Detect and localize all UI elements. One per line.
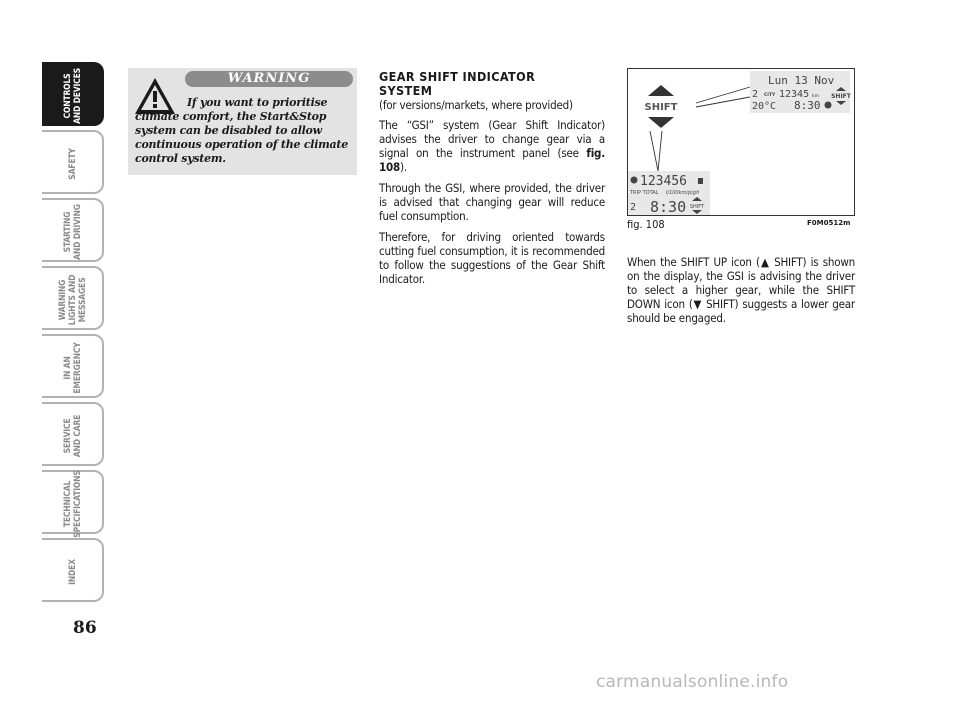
heading-line-1: GEAR SHIFT INDICATOR [379, 69, 536, 84]
display-odometer-bottom: 123456 [640, 174, 687, 189]
tab-label: TECHNICAL SPECIFICATIONS [63, 470, 83, 538]
tab-in-an-emergency[interactable] [42, 334, 104, 398]
fuel-icon [698, 178, 703, 184]
tab-index[interactable] [42, 538, 104, 602]
display-shift-small: SHIFT [831, 93, 851, 100]
tab-controls-and-devices[interactable] [42, 62, 104, 126]
tab-label: SERVICE AND CARE [63, 414, 83, 458]
display-consumption-unit: l/100km/p/gh [666, 190, 700, 196]
tab-service-and-care[interactable] [42, 402, 104, 466]
display-trip-label: TRIP TOTAL [630, 190, 659, 196]
trip-icon [631, 177, 638, 184]
section-subtitle: (for versions/markets, where provided) [379, 98, 573, 112]
clock-icon [825, 102, 832, 109]
instrument-display-illustration [628, 69, 854, 215]
main-column [379, 70, 605, 293]
display-date: Lun 13 Nov [768, 74, 835, 87]
callout-line-bottom [650, 131, 662, 171]
display-shift-bottom: SHIFT [689, 204, 705, 210]
tab-label: SAFETY [68, 148, 78, 180]
figure-reference[interactable]: fig. 108 [379, 146, 605, 174]
tab-label: IN AN EMERGENCY [63, 342, 83, 394]
figure-description: When the SHIFT UP icon (▲ SHIFT) is shown on the display, the GSI is advising the driver to select a higher gear, while the SHIFT DOWN icon (▼ SHIFT) suggests a lower gear should be engaged. [627, 255, 855, 325]
page-number: 86 [73, 618, 97, 638]
display-temperature: 20°C [752, 101, 777, 112]
tab-technical-specifications[interactable] [42, 470, 104, 538]
warning-title: WARNING [185, 71, 353, 87]
paragraph-2: Through the GSI, where provided, the driver is advised that changing gear will reduce fuel consumption. [379, 181, 605, 223]
watermark: carmanualsonline.info [596, 672, 789, 692]
paragraph-1-end: ). [400, 160, 407, 174]
paragraph-3: Therefore, for driving oriented towards cutting fuel consumption, it is recommended to follow the suggestions of the Gear Shift Indicator. [379, 230, 605, 286]
display-time-bottom: 8:30 [650, 198, 687, 215]
shift-down-arrow-icon [648, 117, 674, 128]
callout-line-top [696, 87, 750, 107]
tab-label: WARNING LIGHTS AND MESSAGES [58, 274, 88, 326]
paragraph-1 [379, 118, 605, 174]
paragraph-1-text: The “GSI” system (Gear Shift Indicator) advises the driver to change gear via a signal on the instrument panel (see [379, 118, 605, 160]
display-odometer-top: 12345 [779, 89, 810, 100]
heading-line-2: SYSTEM [379, 83, 433, 98]
tab-label: CONTROLS AND DEVICES [63, 68, 83, 124]
shift-up-arrow-icon [648, 85, 674, 96]
warning-box [128, 68, 357, 175]
section-heading [379, 70, 605, 98]
display-gear-top: 2 [752, 89, 759, 100]
warning-text: If you want to prioritise climate comfort, the Start&Stop system can be disabled to allow continuous operation of the climate control system. [135, 96, 348, 165]
tab-safety[interactable] [42, 130, 104, 194]
shift-label: SHIFT [644, 102, 678, 113]
tab-label: INDEX [68, 559, 78, 585]
display-city-label: CITY [764, 93, 776, 98]
figure-108 [627, 68, 855, 216]
large-shift-indicator [645, 85, 678, 128]
display-time-top: 8:30 [794, 99, 821, 112]
tab-warning-lights[interactable] [42, 266, 104, 330]
display-gear-bottom: 2 [630, 202, 637, 213]
figure-caption: fig. 108 [627, 218, 665, 231]
figure-code: F0M0512m [807, 219, 851, 227]
tab-starting-and-driving[interactable] [42, 198, 104, 262]
display-km-label: km [812, 94, 819, 99]
tab-label: STARTING AND DRIVING [63, 204, 83, 260]
